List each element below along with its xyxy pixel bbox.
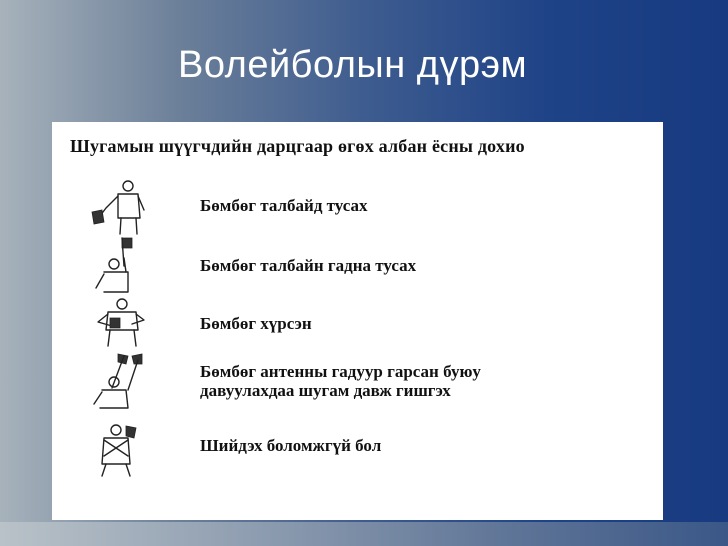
bottom-band xyxy=(0,522,728,546)
signal-label: Бөмбөг антенны гадуур гарсан буюу давуулахдаа шугам давж гишгэх xyxy=(200,362,481,400)
signal-label: Бөмбөг хүрсэн xyxy=(200,314,312,333)
signal-label: Бөмбөг талбайн гадна тусах xyxy=(200,256,417,275)
referee-flag-up-icon xyxy=(88,236,156,294)
referee-flag-down-icon xyxy=(88,178,156,236)
signals-panel xyxy=(52,122,663,520)
referee-flag-chest-icon xyxy=(88,296,156,354)
signal-label: Шийдэх боломжгүй бол xyxy=(200,436,382,455)
signal-label: Бөмбөг талбайд тусах xyxy=(200,196,368,215)
panel-heading: Шугамын шүүгчдийн дарцгаар өгөх албан ёсны дохио xyxy=(70,136,525,156)
referee-arms-crossed-icon xyxy=(88,422,156,480)
referee-flag-wave-icon xyxy=(88,352,156,410)
slide-title: Волейболын дүрэм xyxy=(178,44,528,86)
